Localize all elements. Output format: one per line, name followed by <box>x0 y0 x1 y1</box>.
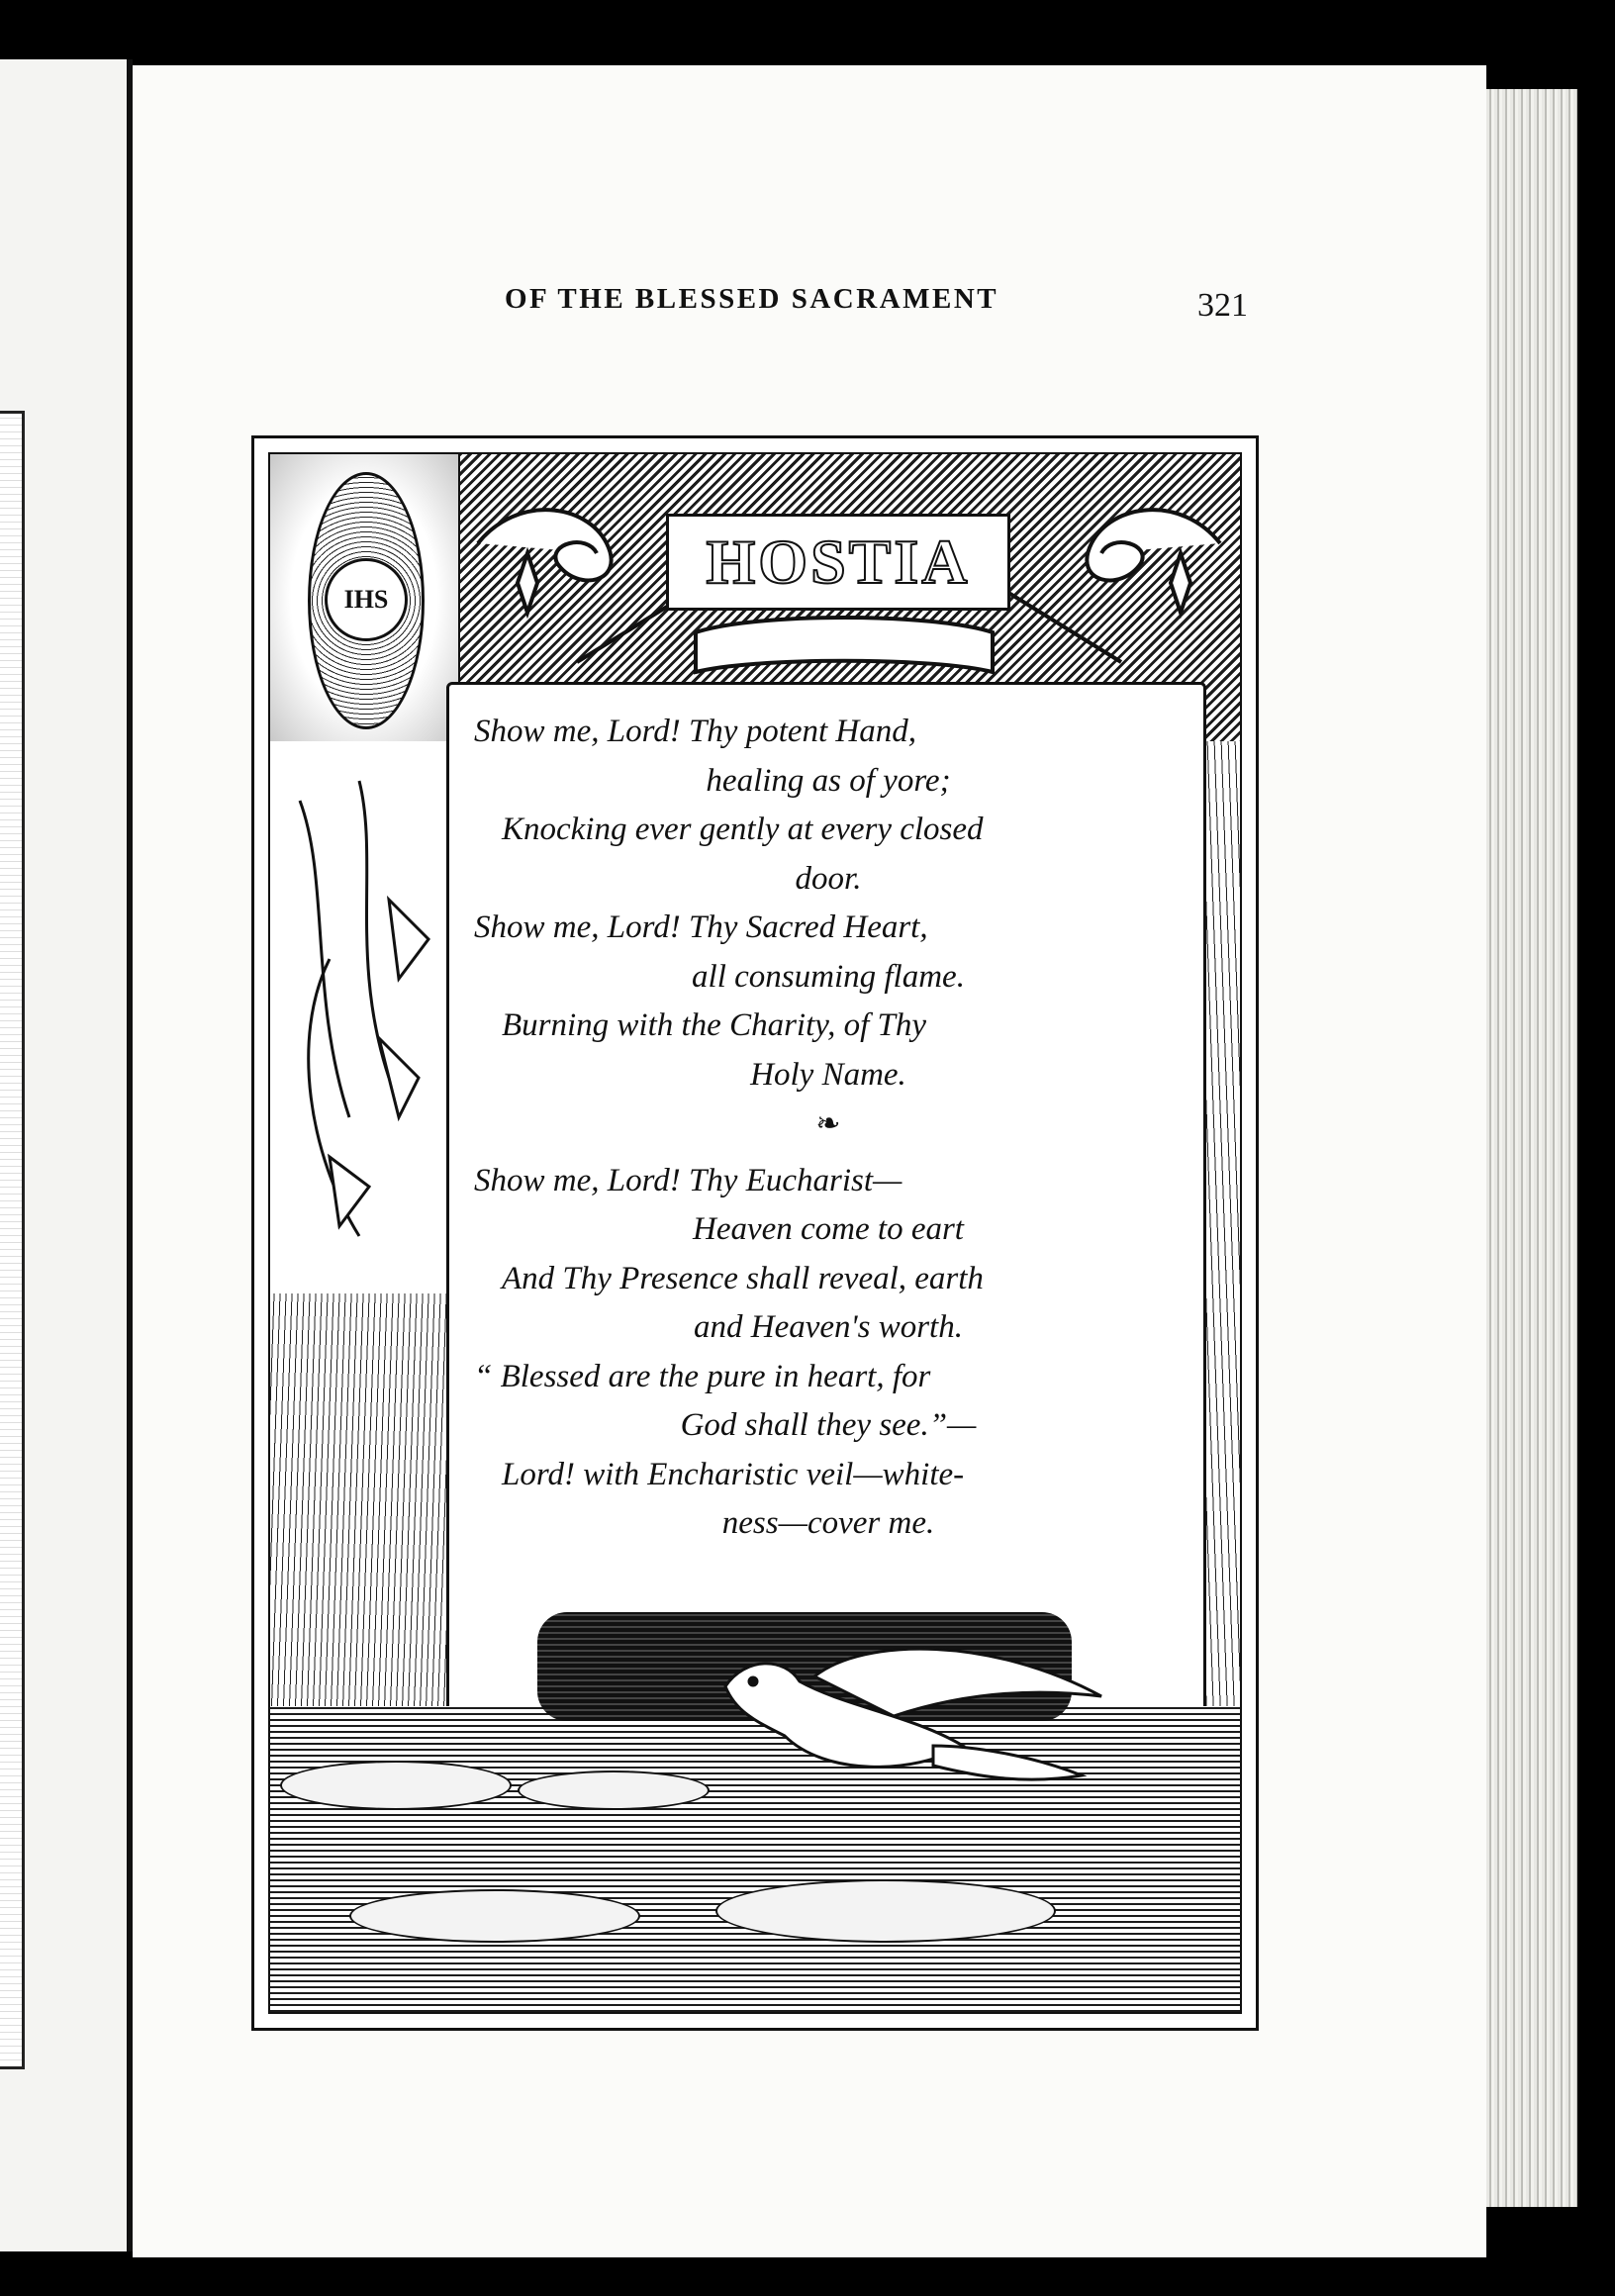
poem-line: healing as of yore; <box>706 762 951 799</box>
title-banner <box>666 514 1010 611</box>
page-edges <box>1486 89 1577 2207</box>
poem-line: Show me, Lord! Thy Eucharist— <box>474 1162 902 1198</box>
lily-pad <box>715 1879 1056 1943</box>
monogram-panel <box>270 454 460 743</box>
lily-pad <box>518 1770 710 1810</box>
poem-line: and Heaven's worth. <box>694 1309 963 1345</box>
dove-icon <box>706 1627 1121 1795</box>
illustrated-plate <box>251 435 1259 2031</box>
columbine-flowers-icon <box>270 741 446 1746</box>
poem-line: Burning with the Charity, of Thy <box>502 1007 927 1043</box>
left-facing-page <box>0 59 133 2251</box>
poem-line: door. <box>795 860 862 897</box>
poem-text <box>474 708 1183 1549</box>
lily-pad <box>280 1761 512 1810</box>
poem-line: Heaven come to eart <box>693 1211 964 1247</box>
left-page-illustration-edge <box>0 411 25 2069</box>
lily-border-left <box>270 741 448 1746</box>
plate-title: HOSTIA <box>706 526 971 597</box>
running-head: OF THE BLESSED SACRAMENT <box>505 283 999 315</box>
page-number: 321 <box>1197 287 1248 324</box>
poem-line: Show me, Lord! Thy potent Hand, <box>474 714 917 749</box>
lily-pad <box>349 1889 640 1943</box>
ihs-monogram: IHS <box>325 558 408 641</box>
mandorla-icon <box>308 472 425 729</box>
poem-line: ness—cover me. <box>721 1505 935 1541</box>
poem-line: And Thy Presence shall reveal, earth <box>502 1260 984 1296</box>
poem-line: Show me, Lord! Thy Sacred Heart, <box>474 909 928 945</box>
stanza-divider-icon: ❧ <box>815 1107 841 1140</box>
poem-line: Holy Name. <box>750 1056 906 1093</box>
plate-inner-frame <box>268 452 1242 2014</box>
poem-line: all consuming flame. <box>692 958 965 995</box>
poem-line: God shall they see.”— <box>680 1407 977 1443</box>
poem-line: Knocking ever gently at every closed <box>502 812 984 847</box>
poem-line: “ Blessed are the pure in heart, for <box>474 1358 931 1394</box>
poem-line: Lord! with Encharistic veil—white- <box>502 1456 965 1492</box>
